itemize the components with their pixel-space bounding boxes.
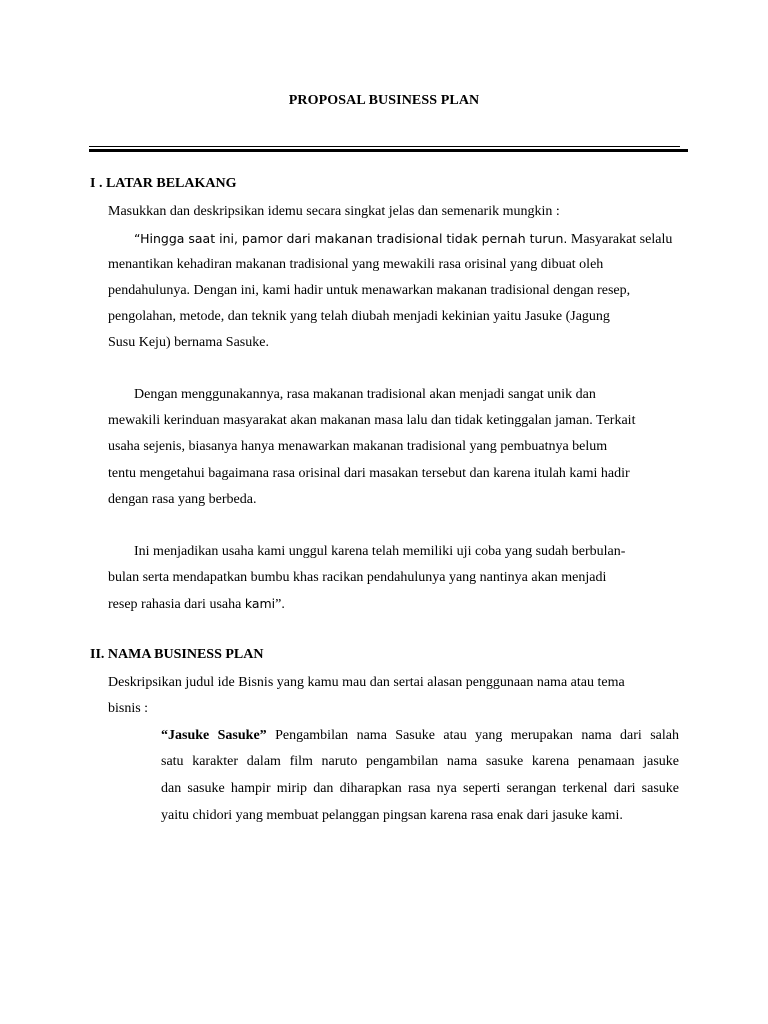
page-title: PROPOSAL BUSINESS PLAN [288,93,480,108]
section-heading-latar-belakang: I . LATAR BELAKANG [90,176,237,191]
section1-paragraph2-line4: tentu mengetahui bagaimana rasa orisinal dari masakan tersebut dan karena itulah kami hadir [108,466,630,481]
section2-p1-rest: Pengambilan nama Sasuke atau yang merupakan nama dari salah [266,728,679,743]
title-rule-thick [89,149,688,152]
section1-paragraph2-line1: Dengan menggunakannya, rasa makanan tradisional akan menjadi sangat unik dan [134,387,596,402]
section2-paragraph-line2: satu karakter dalam film naruto pengambilan nama sasuke karena penamaan jasuke [161,754,679,769]
section2-paragraph-line4: yaitu chidori yang membuat pelanggan pingsan karena rasa enak dari jasuke kami. [161,808,623,823]
section2-business-name: “Jasuke Sasuke” [161,728,267,743]
section1-instruction: Masukkan dan deskripsikan idemu secara singkat jelas dan semenarik mungkin : [108,204,560,219]
section1-paragraph1-line4: pengolahan, metode, dan teknik yang telah diubah menjadi kekinian yaitu Jasuke (Jagung [108,309,610,324]
section2-instruction-line1: Deskripsikan judul ide Bisnis yang kamu mau dan sertai alasan penggunaan nama atau tema [108,675,625,690]
section1-paragraph1-line5: Susu Keju) bernama Sasuke. [108,335,269,350]
title-rule-thin [89,146,680,147]
section1-p1-sans-text: “Hingga saat ini, pamor dari makanan tradisional tidak pernah turun. [134,231,568,246]
section1-paragraph2-line2: mewakili kerinduan masyarakat akan makanan masa lalu dan tidak ketinggalan jaman. Terkait [108,413,636,428]
section2-instruction-line2: bisnis : [108,701,149,716]
section1-paragraph3-line1: Ini menjadikan usaha kami unggul karena telah memiliki uji coba yang sudah berbulan- [134,544,626,559]
section1-paragraph1-line1 [134,230,672,249]
section-heading-nama-business-plan: II. NAMA BUSINESS PLAN [90,647,264,662]
section1-paragraph1-line3: pendahulunya. Dengan ini, kami hadir untuk menawarkan makanan tradisional dengan resep, [108,283,631,298]
section1-paragraph2-line3: usaha sejenis, biasanya hanya menawarkan makanan tradisional yang pembuatnya belum [108,439,608,454]
section1-p3-sans-text: kami [244,596,276,611]
section1-paragraph1-line2: menantikan kehadiran makanan tradisional yang mewakili rasa orisinal yang dibuat oleh [108,257,604,272]
section1-paragraph3-line2: bulan serta mendapatkan bumbu khas racikan pendahulunya yang nantinya akan menjadi [108,570,607,585]
section1-paragraph3-line3 [108,595,285,614]
section1-p3-end-text: ”. [275,597,285,612]
section2-paragraph-line1 [161,727,679,745]
section2-paragraph-line3: dan sasuke hampir mirip dan diharapkan rasa nya seperti serangan terkenal dari sasuke [161,781,679,796]
section1-p1-serif-text: Masyarakat selalu [567,232,673,247]
section1-paragraph2-line5: dengan rasa yang berbeda. [108,492,257,507]
section1-p3-serif-text: resep rahasia dari usaha [108,597,245,612]
